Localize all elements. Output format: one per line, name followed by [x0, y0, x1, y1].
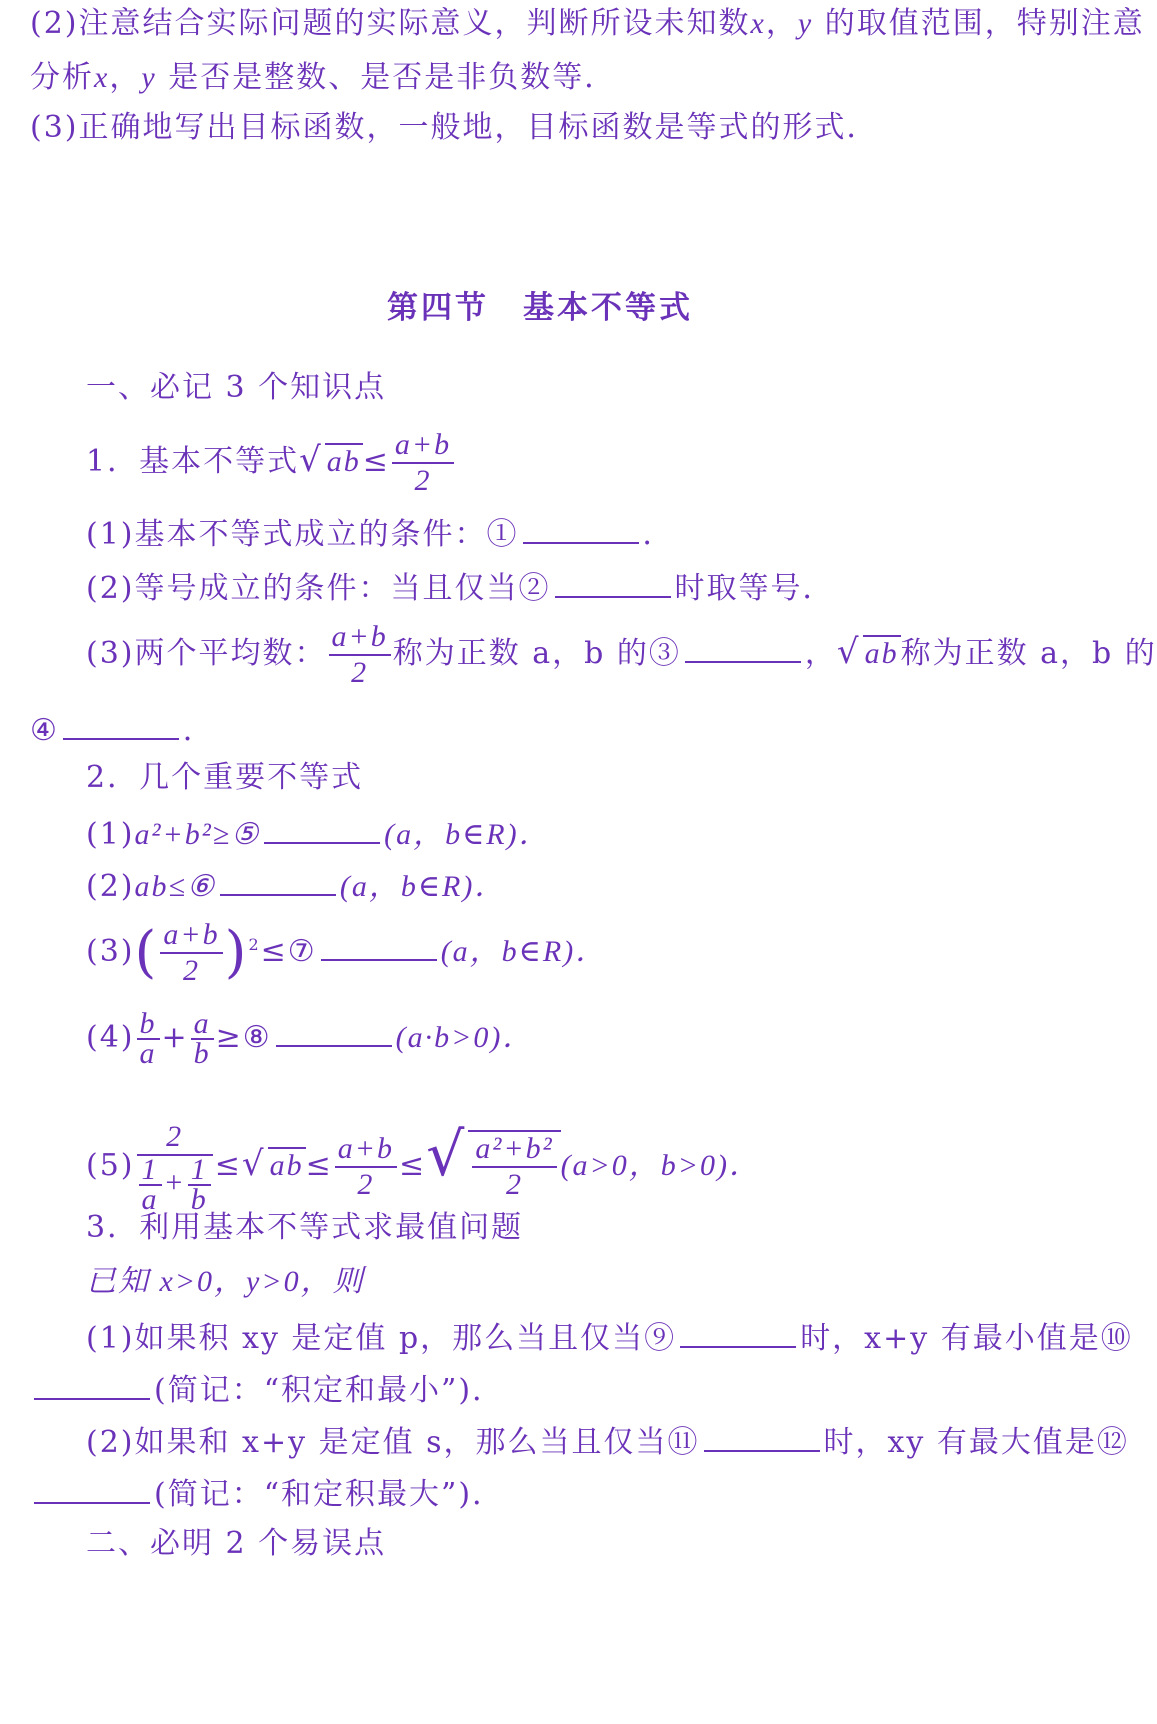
point-1-2: (2)等号成立的条件：当且仅当② 时取等号． [86, 566, 835, 609]
point-1-1: (1)基本不等式成立的条件：① ． [86, 512, 675, 555]
intro-line-3: (3)正确地写出目标函数，一般地，目标函数是等式的形式． [30, 110, 879, 145]
inequality-4: (4) $\frac{b}{a}$ + $\frac{a}{b}$ ≥⑧ (a·b>0)． [86, 1007, 535, 1070]
blank-2[interactable] [555, 566, 671, 598]
blank-10[interactable] [34, 1368, 150, 1400]
blank-6[interactable] [220, 864, 336, 896]
heading-3: 3．利用基本不等式求最值问题 [86, 1210, 524, 1245]
blank-1[interactable] [523, 512, 639, 544]
inequality-5: (5) 2 $\frac{1}{a}$ + $\frac{1}{b}$ ≤√ ab≤ $\frac{a+b}{2}$ ≤√ $\frac{\text{a²+b²}}{2}$ (a>0，b>0)． [86, 1120, 762, 1216]
blank-5[interactable] [264, 812, 380, 844]
inequality-3: (3)( $\frac{a+b}{2}$ )$^2$≤⑦ (a，b∈R)． [86, 918, 608, 987]
given-condition: 已知 x>0，y>0，则 [86, 1265, 365, 1298]
intro-line-1: (2)注意结合实际问题的实际意义，判断所设未知数x，y 的取值范围，特别注意 [30, 6, 1145, 41]
blank-11[interactable] [704, 1420, 820, 1452]
heading-4: 二、必明 2 个易误点 [86, 1526, 387, 1561]
blank-12[interactable] [34, 1472, 150, 1504]
blank-7[interactable] [321, 929, 437, 961]
heading-2: 2．几个重要不等式 [86, 760, 364, 795]
blank-3[interactable] [685, 631, 801, 663]
question-1-line-2: (简记：“积定和最小”)． [30, 1368, 504, 1411]
blank-8[interactable] [276, 1015, 392, 1047]
point-1: 1．基本不等式√ ab≤ $\frac{a+b}{2}$ [86, 428, 456, 498]
question-2-line-2: (简记：“和定积最大”)． [30, 1472, 504, 1515]
heading-1: 一、必记 3 个知识点 [86, 370, 387, 405]
fraction: $\frac{a+b}{2}$ [335, 1132, 397, 1202]
fraction: $\frac{\text{a²+b²}}{2}$ [472, 1132, 556, 1202]
inequality-1: (1)a²+b²≥⑤ (a，b∈R)． [86, 812, 551, 855]
intro-line-2: 分析x，y 是否是整数、是否是非负数等． [30, 60, 617, 95]
blank-4[interactable] [63, 708, 179, 740]
point-1-3: (3)两个平均数： $\frac{a+b}{2}$ 称为正数 a，b 的③ ，√ ab称为正数 a，b 的 [86, 620, 1157, 689]
fraction-harmonic: 2 $\frac{1}{a}$ + $\frac{1}{b}$ [137, 1120, 213, 1214]
section-title: 第四节 基本不等式 [387, 290, 693, 326]
point-1-3-cont: ④ ． [30, 708, 215, 751]
fraction: $\frac{a+b}{2}$ [160, 918, 222, 988]
fraction: $\frac{a+b}{2}$ [329, 620, 391, 690]
fraction: $\frac{a+b}{2}$ [392, 428, 454, 498]
question-1-line-1: (1)如果积 xy 是定值 p，那么当且仅当⑨ 时，x+y 有最小值是⑩ [86, 1316, 1133, 1359]
fraction: $\frac{b}{a}$ [137, 1010, 160, 1068]
fraction: $\frac{a}{b}$ [191, 1010, 214, 1068]
inequality-2: (2)ab≤⑥ (a，b∈R)． [86, 864, 506, 907]
question-2-line-1: (2)如果和 x+y 是定值 s，那么当且仅当⑪ 时，xy 有最大值是⑫ [86, 1420, 1129, 1463]
blank-9[interactable] [680, 1316, 796, 1348]
